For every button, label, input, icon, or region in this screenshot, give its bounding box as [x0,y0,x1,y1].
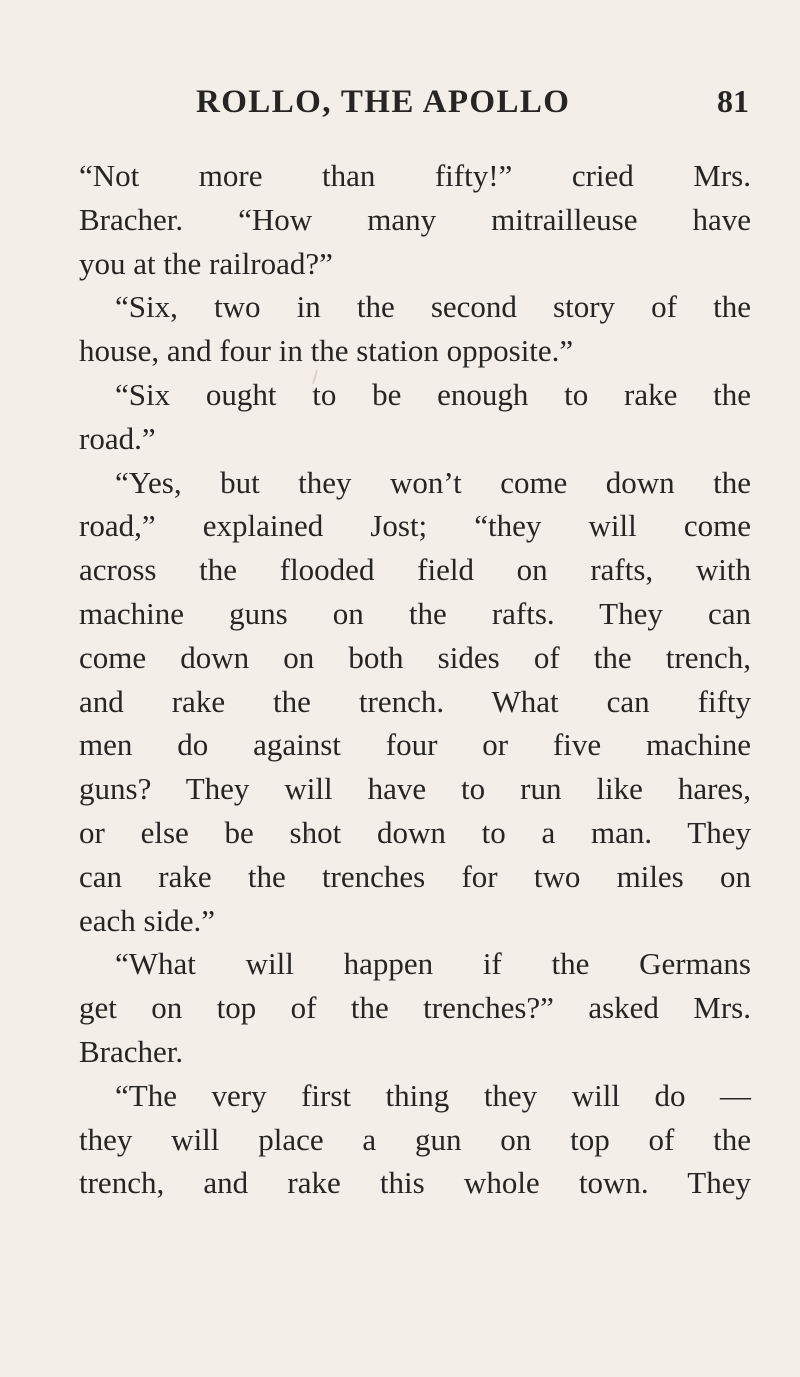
text-line: machine guns on the rafts. They can [79,595,751,631]
text-line: “Six ought to be enough to rake the [115,376,751,412]
text-line: come down on both sides of the trench, [79,639,751,675]
text-line: can rake the trenches for two miles on [79,858,751,894]
text-line: and rake the trench. What can fifty [79,683,751,719]
text-line: across the flooded field on rafts, with [79,552,751,588]
text-line: road.” [79,420,156,456]
text-line: they will place a gun on top of the [79,1121,751,1157]
text-line: get on top of the trenches?” asked Mrs. [79,990,751,1026]
text-line: or else be shot down to a man. They [79,814,751,850]
text-line: guns? They will have to run like hares, [79,771,751,807]
text-line: you at the railroad?” [79,245,333,281]
text-line: men do against four or five machine [79,727,751,763]
body-text [79,154,751,1205]
text-line: “Not more than fifty!” cried Mrs. [79,158,751,193]
text-line: Bracher. [79,1033,184,1069]
text-line: each side.” [79,902,215,938]
text-line: “What will happen if the Germans [115,946,751,982]
text-line: road,” explained Jost; “they will come [79,508,751,544]
text-line: house, and four in the station opposite.” [79,333,574,369]
running-title: ROLLO, THE APOLLO [196,84,571,120]
text-line: “Six, two in the second story of the [115,289,751,325]
text-line: trench, and rake this whole town. They [79,1165,751,1201]
text-line: “Yes, but they won’t come down the [115,464,751,500]
page-number: 81 [717,83,749,119]
text-line: Bracher. “How many mitrailleuse have [79,201,751,237]
text-line: “The very first thing they will do — [115,1077,751,1113]
running-head [196,83,749,131]
